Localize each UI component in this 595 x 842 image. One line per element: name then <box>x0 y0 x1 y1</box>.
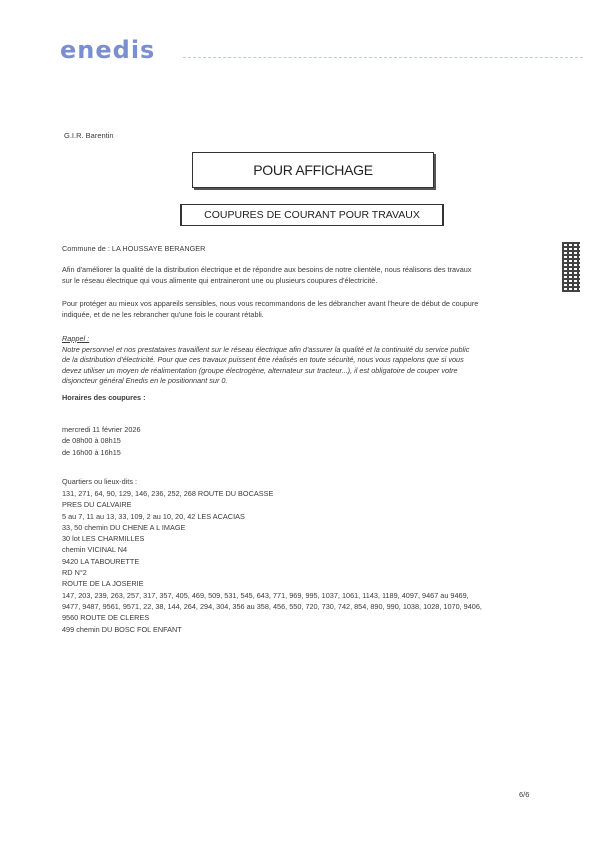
schedule-block <box>62 424 547 458</box>
list-item: ROUTE DE LA JOSERIE <box>62 579 144 589</box>
title-box <box>192 152 434 188</box>
horaires-title: Horaires des coupures : <box>62 393 146 402</box>
time-slot: de 16h00 à 16h15 <box>62 447 121 457</box>
gir-label: G.I.R. Barentin <box>64 131 114 140</box>
subtitle-box <box>180 204 444 226</box>
rappel-line: Notre personnel et nos prestataires travaillent sur le réseau électrique afin d'assurer la qualité et la continuité du service public <box>62 344 470 354</box>
list-item: 9477, 9487, 9561, 9571, 22, 38, 144, 264, 294, 304, 356 au 358, 456, 550, 720, 730, 742, 854, 890, 990, 1038, 1028, 1070, 9406, <box>62 601 482 611</box>
list-item: 147, 203, 239, 263, 257, 317, 357, 405, 469, 509, 531, 545, 643, 771, 969, 995, 1037, 1061, 1143, 1189, 4097, 9467 au 9469, <box>62 590 469 600</box>
advice-paragraph <box>62 298 547 321</box>
qr-code <box>562 242 580 292</box>
list-item: chemin VICINAL N4 <box>62 545 128 555</box>
time-slot: de 08h00 à 08h15 <box>62 436 121 446</box>
rappel-line: de la distribution d'électricité. Pour que ces travaux puissent être réalisés en toute sécurité, nous vous rappelons que si vous <box>62 355 464 364</box>
advice-line: Pour protéger au mieux vos appareils sensibles, nous vous recommandons de les débrancher avant l'heure de début de coupure <box>62 299 479 308</box>
list-item: 33, 50 chemin DU CHENE A L IMAGE <box>62 522 186 532</box>
quartiers-title: Quartiers ou lieux-dits : <box>62 477 138 486</box>
header-divider <box>183 57 583 58</box>
logo-text: enedis <box>60 36 156 64</box>
advice-line: indiquée, et de ne les rebrancher qu'une fois le courant rétabli. <box>62 310 264 320</box>
intro-paragraph <box>62 264 547 287</box>
list-item: 9420 LA TABOURETTE <box>62 556 140 566</box>
commune-line: Commune de : LA HOUSSAYE BERANGER <box>62 244 206 253</box>
intro-line: sur le réseau électrique qui vous alimente qui entraineront une ou plusieurs coupures d'électricité. <box>62 276 378 286</box>
list-item: 5 au 7, 11 au 13, 33, 109, 2 au 10, 20, 42 LES ACACIAS <box>62 511 245 521</box>
rappel-label: Rappel : <box>62 334 90 343</box>
list-item: 499 chemin DU BOSC FOL ENFANT <box>62 624 182 634</box>
list-item: PRES DU CALVAIRE <box>62 500 132 510</box>
list-item: 9560 ROUTE DE CLERES <box>62 613 150 623</box>
page-title: POUR AFFICHAGE <box>253 162 373 178</box>
outage-date: mercredi 11 février 2026 <box>62 425 141 434</box>
page-subtitle: COUPURES DE COURANT POUR TRAVAUX <box>204 209 420 221</box>
enedis-logo <box>60 36 178 62</box>
list-item: RD N°2 <box>62 568 87 578</box>
rappel-line: disjoncteur général Enedis en le positionnant sur 0. <box>62 376 228 385</box>
intro-line: Afin d'améliorer la qualité de la distribution électrique et de répondre aux besoins de notre clientèle, nous réalisons des travaux <box>62 265 472 274</box>
list-item: 131, 271, 64, 90, 129, 146, 236, 252, 268 ROUTE DU BOCASSE <box>62 489 274 498</box>
rappel-line: devez utiliser un moyen de réalimentation (groupe électrogène, alternateur sur tracteur...), il est obligatoire de couper votre <box>62 365 458 375</box>
rappel-block <box>62 334 547 387</box>
page-number: 6/6 <box>519 790 530 799</box>
quartiers-list <box>62 488 547 635</box>
list-item: 30 lot LES CHARMILLES <box>62 534 145 544</box>
